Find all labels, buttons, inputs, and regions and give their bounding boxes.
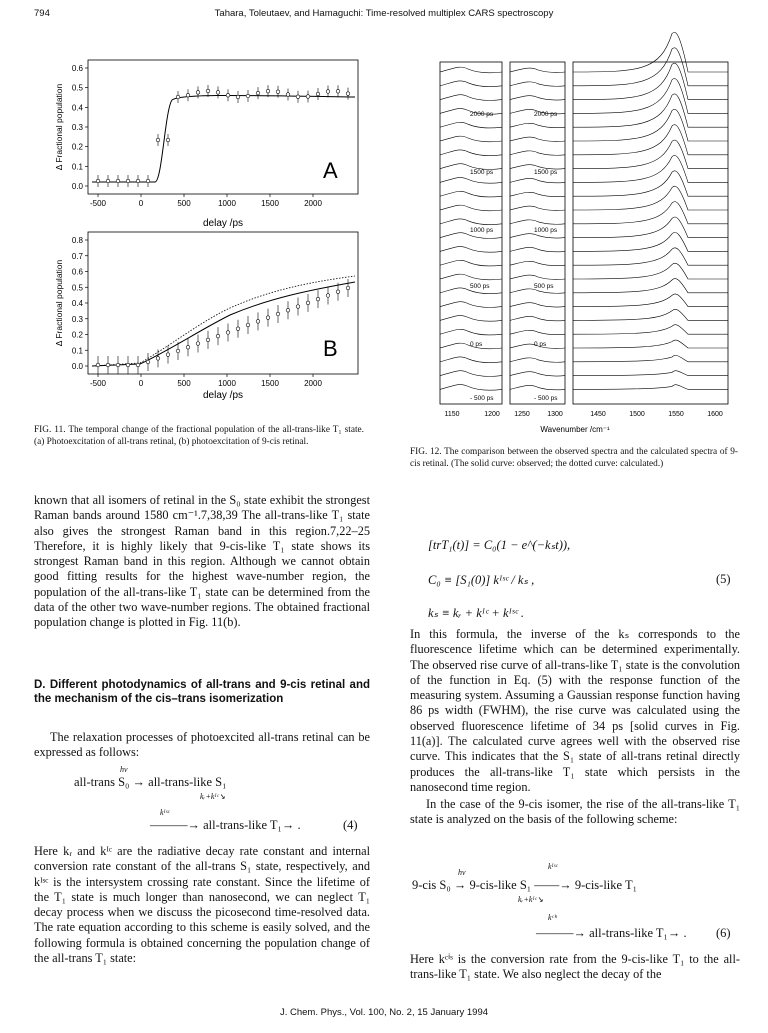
delay-label-right: 1500 ps <box>534 169 558 176</box>
spectrum-trace <box>573 63 728 99</box>
spectrum-trace <box>440 122 502 128</box>
fig12-xlabel: Wavenumber /cm⁻¹ <box>540 425 610 434</box>
spectrum-trace <box>510 316 565 320</box>
panel-a-label: A <box>323 158 338 183</box>
spectrum-trace <box>440 205 502 211</box>
data-point <box>116 363 120 367</box>
spectrum-trace <box>510 220 565 224</box>
running-title: Tahara, Toleutaev, and Hamaguchi: Time-resolved multiplex CARS spectroscopy <box>214 8 554 19</box>
data-point <box>136 363 140 367</box>
panel-a-xlabel: delay /ps <box>202 218 244 229</box>
fig12-caption: FIG. 12. The comparison between the observed spectra and the calculated spectra of 9-cis retinal. (The solid curve: observed; the dotted curve: calculated.) <box>410 447 738 469</box>
panel-b-frame <box>88 232 358 374</box>
scheme6-kcis: kᶜⁱˢ <box>548 913 557 922</box>
delay-label-right: 500 ps <box>534 283 554 290</box>
panel-a-ylabel: Δ Fractional population <box>54 83 64 171</box>
spectrum-trace <box>573 140 728 169</box>
scheme4-line1: all-trans S₀ → all-trans-like S₁ <box>74 775 227 789</box>
data-point <box>96 179 100 183</box>
spectrum-trace <box>440 95 502 101</box>
spectrum-trace <box>440 178 502 184</box>
delay-label-left: 1000 ps <box>470 227 494 234</box>
x-tick-label: 1000 <box>218 199 236 208</box>
y-tick-label: 0.7 <box>71 251 83 261</box>
spectrum-trace <box>573 385 728 390</box>
panel-a-curve <box>92 95 355 182</box>
spectrum-trace <box>573 355 728 361</box>
fig12-tick-label: 1500 <box>629 411 645 418</box>
scheme6-line2: ———→ all-trans-like T₁→ . <box>536 926 687 940</box>
spectrum-trace <box>440 81 502 87</box>
left-para-1: known that all isomers of retinal in the S₀ state exhibit the strongest Raman bands around 1580 cm⁻¹.7,38,39 The all-trans-like T₁ state also gives the strongest Raman band in this region.7,22–25 Therefore, it is highly likely that 9-cis-like T₁ state shows its strongest Raman band in this region. Although we cannot obtain good fitting results for the highest wave-number region, the population of the all-trans-like T₁ state can be determined from the data of the other two wave-number regions. The obtained fractional population change is plotted in Fig. 11(b). <box>34 493 370 630</box>
y-tick-label: 0.6 <box>71 267 83 277</box>
y-tick-label: 0.5 <box>71 83 83 93</box>
panel-a-frame <box>88 60 358 194</box>
page-number: 794 <box>34 8 50 19</box>
spectrum-trace <box>573 171 728 196</box>
spectrum-trace <box>573 79 728 114</box>
y-tick-label: 0.3 <box>71 123 83 132</box>
spectrum-trace <box>510 206 565 210</box>
y-tick-label: 0.0 <box>71 182 83 191</box>
right-para-1: In this formula, the inverse of the kₛ corresponds to the fluorescence lifetime which can be determined experimentally. The observed rise curve of all-trans-like T₁ state is the convolution of the function in Eq. (5) with the response function of the measuring system. Assuming a Gaussian response function having 86 ps width (FWHM), the rise curve was calculated using the observed fluorescence lifetime of 34 ps [solid curves in Fig. 11(a)]. The calculated curve agrees well with the observed rise curve. This indicates that the S₁ state of all-trans retinal directly produces the all-trans-like T₁ state which persists in the nanosecond time region. <box>410 627 740 794</box>
data-point <box>226 93 230 97</box>
section-heading-d: D. Different photodynamics of all-trans and 9-cis retinal and the mechanism of the cis–trans isomerization <box>34 679 370 705</box>
data-point <box>146 360 150 364</box>
data-point <box>186 345 190 349</box>
delay-label-right: 1000 ps <box>534 227 558 234</box>
x-tick-label: 0 <box>138 199 144 208</box>
spectrum-trace <box>510 96 565 100</box>
spectrum-trace <box>510 261 565 265</box>
left-para-2: The relaxation processes of photoexcited all-trans retinal can be expressed as follows: <box>34 730 370 760</box>
data-point <box>206 338 210 342</box>
data-point <box>146 179 150 183</box>
x-tick-label: -500 <box>89 199 107 208</box>
data-point <box>326 90 330 94</box>
spectrum-trace <box>510 192 565 196</box>
spectrum-trace <box>440 274 502 280</box>
y-tick-label: 0.6 <box>71 64 83 73</box>
x-tick-label: 1000 <box>218 379 236 388</box>
y-tick-label: 0.2 <box>71 330 83 340</box>
spectrum-trace <box>440 371 502 377</box>
data-point <box>236 327 240 331</box>
data-point <box>256 320 260 324</box>
data-point <box>346 286 350 290</box>
scheme6-line1: 9-cis S₀ → 9-cis-like S₁ ——→ 9-cis-like T₁ <box>412 878 637 892</box>
data-point <box>236 95 240 99</box>
right-para-3: Here kᶜⁱˢ is the conversion rate from the 9-cis-like T₁ to the all-trans-like T₁ state. We also neglect the decay of the <box>410 952 740 982</box>
data-point <box>196 342 200 346</box>
x-tick-label: 1500 <box>261 199 279 208</box>
spectrum-trace <box>573 48 728 86</box>
data-point <box>276 90 280 94</box>
spectrum-trace <box>573 186 728 210</box>
fig11-caption: FIG. 11. The temporal change of the fractional population of the all-trans-like T₁ state. (a) Photoexcitation of all-trans retinal, (b) photoexcitation of 9-cis retinal. <box>34 425 364 447</box>
data-point <box>266 89 270 93</box>
delay-label-left: 0 ps <box>470 341 483 348</box>
delay-label-left: 1500 ps <box>470 169 494 176</box>
eq5-line1: [trT₁(t)] = C₀(1 − e^(−kₛt)), <box>428 538 571 552</box>
spectrum-trace <box>510 372 565 376</box>
scheme4-line2: ———→ all-trans-like T₁→ . <box>150 818 301 832</box>
panel-b-xlabel: delay /ps <box>202 390 244 401</box>
y-tick-label: 0.1 <box>71 162 83 172</box>
panel-b-label: B <box>323 336 338 361</box>
delay-label-right: 2000 ps <box>534 111 558 118</box>
data-point <box>296 95 300 99</box>
data-point <box>286 308 290 312</box>
spectrum-trace <box>440 219 502 225</box>
spectrum-trace <box>573 325 728 335</box>
spectrum-trace <box>510 275 565 279</box>
spectrum-trace <box>573 248 728 265</box>
data-point <box>256 91 260 95</box>
data-point <box>316 92 320 96</box>
spectrum-trace <box>573 340 728 348</box>
figure-11 <box>30 50 370 401</box>
eq4-number: (4) <box>343 818 358 832</box>
fig12-tick-label: 1600 <box>707 411 723 418</box>
data-point <box>246 94 250 98</box>
y-tick-label: 0.5 <box>71 283 83 293</box>
y-tick-label: 0.1 <box>71 346 83 356</box>
data-point <box>226 331 230 335</box>
spectrum-trace <box>573 125 728 155</box>
data-point <box>266 316 270 320</box>
spectrum-trace <box>440 385 502 391</box>
eq5-line2: C₀ ≡ [S₁(0)] kᴵˢᶜ / kₛ , <box>428 573 535 587</box>
spectrum-trace <box>440 67 502 73</box>
scheme6-kisc: kᴵˢᶜ <box>548 862 558 871</box>
spectrum-trace <box>510 178 565 182</box>
panel-b-ylabel: Δ Fractional population <box>54 259 64 347</box>
spectrum-trace <box>510 303 565 307</box>
figure-12 <box>410 50 740 440</box>
data-point <box>336 290 340 294</box>
spectrum-trace <box>510 123 565 127</box>
spectrum-trace <box>440 302 502 308</box>
data-point <box>286 93 290 97</box>
left-para-3: Here kᵣ and kᴵᶜ are the radiative decay rate constant and internal conversion rate constant of the all-trans S₁ state, respectively, and kᴵˢᶜ is the intersystem crossing rate constant. Since the lifetime of the T₁ state is much longer than nanosecond, we can neglect T₁ decay process when we discuss the picosecond time-resolved data. The rate equation according to this scheme is easily solved, and the following formula is obtained concerning the population change of the all-trans T₁ state: <box>34 844 370 966</box>
data-point <box>336 89 340 93</box>
data-point <box>156 138 160 142</box>
delay-label-right: 0 ps <box>534 341 547 348</box>
y-tick-label: 0.2 <box>71 142 83 152</box>
spectrum-trace <box>440 316 502 322</box>
fig12-tick-label: 1250 <box>514 411 530 418</box>
fig12-tick-label: 1300 <box>547 411 563 418</box>
data-point <box>176 95 180 99</box>
x-tick-label: -500 <box>89 379 107 388</box>
x-tick-label: 2000 <box>304 379 322 388</box>
panel-b-curve-solid <box>92 282 355 366</box>
spectrum-trace <box>510 137 565 141</box>
x-tick-label: 500 <box>177 379 191 388</box>
data-point <box>106 363 110 367</box>
spectrum-trace <box>573 217 728 238</box>
data-point <box>306 95 310 99</box>
running-header <box>0 6 768 22</box>
spectrum-trace <box>573 263 728 279</box>
x-tick-label: 1500 <box>261 379 279 388</box>
panel-a-data <box>92 85 355 187</box>
eq5-number: (5) <box>716 572 731 586</box>
spectrum-trace <box>440 260 502 266</box>
data-point <box>216 91 220 95</box>
spectrum-trace <box>510 151 565 155</box>
spectrum-trace <box>440 247 502 253</box>
data-point <box>296 305 300 309</box>
eq6-number: (6) <box>716 926 731 940</box>
spectrum-trace <box>573 279 728 293</box>
spectrum-trace <box>573 109 728 141</box>
y-tick-label: 0.0 <box>71 362 83 371</box>
scheme4-hv: hν <box>120 765 128 774</box>
spectrum-trace <box>573 232 728 251</box>
scheme4-kisc: kᴵˢᶜ <box>160 808 170 817</box>
spectrum-trace <box>440 191 502 197</box>
delay-label-left: - 500 ps <box>470 395 494 402</box>
x-tick-label: 2000 <box>304 199 322 208</box>
right-para-2: In the case of the 9-cis isomer, the rise of the all-trans-like T₁ state is analyzed on the basis of the following scheme: <box>410 797 740 827</box>
data-point <box>126 179 130 183</box>
data-point <box>316 297 320 301</box>
data-point <box>326 294 330 298</box>
data-point <box>96 363 100 367</box>
fig12-spectra <box>440 32 728 390</box>
spectrum-trace <box>440 150 502 156</box>
delay-label-left: 500 ps <box>470 283 490 290</box>
data-point <box>206 89 210 93</box>
data-point <box>186 93 190 97</box>
spectrum-trace <box>510 247 565 251</box>
data-point <box>166 138 170 142</box>
spectrum-trace <box>510 358 565 362</box>
x-tick-label: 500 <box>177 199 191 208</box>
spectrum-trace <box>510 385 565 389</box>
spectrum-trace <box>510 330 565 334</box>
fig12-tick-label: 1150 <box>444 411 460 418</box>
data-point <box>106 179 110 183</box>
data-point <box>136 179 140 183</box>
scheme6-hv: hν <box>458 868 466 877</box>
spectrum-trace <box>573 155 728 182</box>
scheme6-k: kᵣ+kᴵᶜ↘ <box>518 895 544 904</box>
fig12-tick-label: 1450 <box>590 411 606 418</box>
data-point <box>166 353 170 357</box>
journal-footer: J. Chem. Phys., Vol. 100, No. 2, 15 January 1994 <box>279 1007 489 1018</box>
spectrum-trace <box>573 94 728 127</box>
spectrum-trace <box>573 309 728 320</box>
fig12-tick-label: 1550 <box>668 411 684 418</box>
spectrum-trace <box>510 82 565 86</box>
spectrum-trace <box>510 68 565 72</box>
data-point <box>196 91 200 95</box>
scheme4-k: kᵣ+kᴵᶜ↘ <box>200 792 226 801</box>
delay-label-right: - 500 ps <box>534 395 558 402</box>
spectrum-trace <box>440 329 502 335</box>
panel-b-data <box>92 276 355 374</box>
y-tick-label: 0.3 <box>71 314 83 324</box>
y-tick-label: 0.4 <box>71 299 83 308</box>
data-point <box>126 363 130 367</box>
data-point <box>116 179 120 183</box>
data-point <box>346 92 350 96</box>
eq5-line3: kₛ ≡ kᵣ + kᴵᶜ + kᴵˢᶜ . <box>428 606 524 620</box>
data-point <box>156 357 160 361</box>
spectrum-trace <box>573 371 728 376</box>
spectrum-trace <box>440 357 502 363</box>
data-point <box>306 301 310 305</box>
fig12-tick-label: 1200 <box>484 411 500 418</box>
x-tick-label: 0 <box>138 379 144 388</box>
delay-label-left: 2000 ps <box>470 111 494 118</box>
data-point <box>276 312 280 316</box>
spectrum-trace <box>573 32 728 72</box>
data-point <box>246 323 250 327</box>
y-tick-label: 0.4 <box>71 103 83 113</box>
data-point <box>176 349 180 353</box>
spectrum-trace <box>510 234 565 238</box>
data-point <box>216 334 220 338</box>
y-tick-label: 0.8 <box>71 236 83 245</box>
spectrum-trace <box>573 294 728 307</box>
spectrum-trace <box>440 136 502 142</box>
